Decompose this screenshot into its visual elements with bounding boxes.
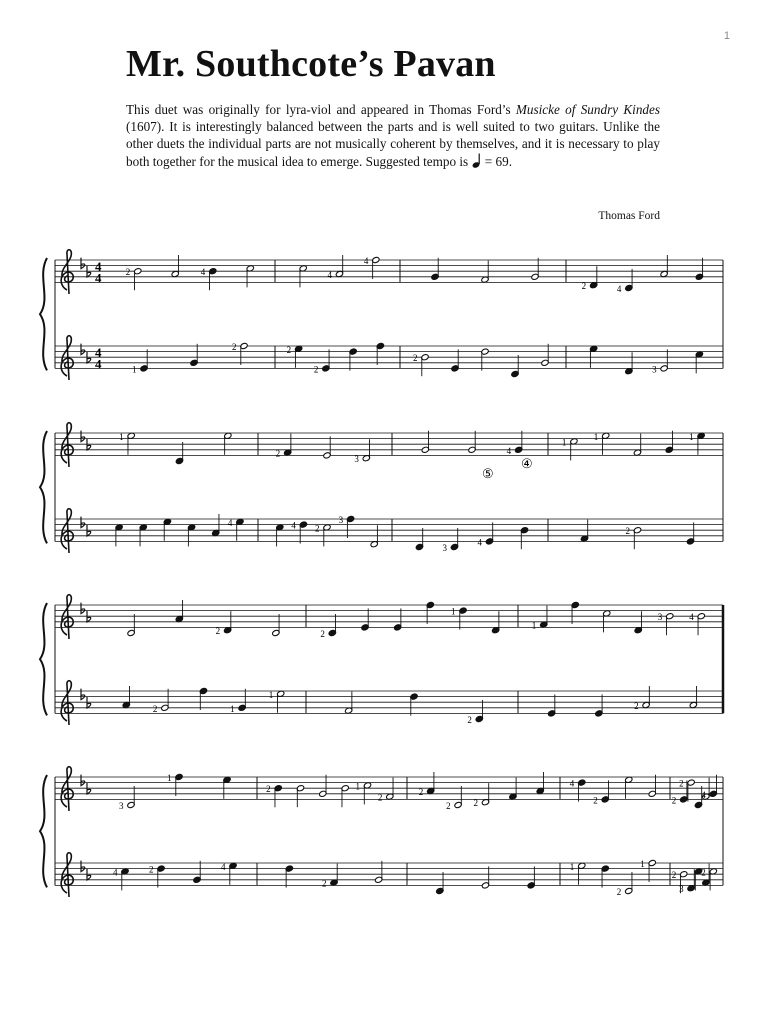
piece-title: Mr. Southcote’s Pavan (126, 43, 496, 85)
fingering-number: 2 (320, 629, 325, 639)
brace (40, 775, 47, 887)
fingering-number: 2 (473, 798, 478, 809)
treble-clef-icon (61, 767, 73, 811)
fingering-number: 3 (657, 612, 663, 623)
fingering-number: 4 (227, 517, 233, 528)
fingering-number: 4 (616, 284, 622, 294)
treble-clef-icon (61, 853, 73, 897)
fingering-number: 4 (477, 537, 482, 548)
page-number: 1 (723, 30, 730, 42)
fingering-number: 1 (451, 606, 456, 617)
fingering-number: 4 (221, 861, 226, 872)
fingering-number: 3 (652, 364, 657, 375)
fingering-number: 1 (132, 364, 137, 375)
flat-icon (81, 344, 85, 355)
fingering-number: 4 (569, 778, 575, 789)
fingering-number: 2 (634, 701, 639, 711)
composer-name: Thomas Ford (598, 210, 660, 222)
fingering-number: 2 (671, 795, 677, 806)
fingering-number: 2 (446, 801, 451, 811)
treble-clef-icon (61, 336, 73, 380)
fingering-number: 2 (152, 703, 158, 714)
fingering-number: 4 (113, 867, 118, 878)
treble-clef-icon (61, 423, 73, 467)
brace (40, 603, 47, 715)
flat-icon (81, 861, 85, 872)
fingering-number: 2 (581, 281, 587, 292)
flat-icon (81, 775, 85, 786)
string-number-annotation: ④ (521, 456, 533, 471)
fingering-number: 1 (531, 620, 537, 631)
fingering-number: 2 (616, 887, 622, 897)
fingering-number: 4 (291, 520, 296, 531)
fingering-number: 1 (640, 859, 645, 869)
tempo-value: = 69. (481, 153, 513, 169)
fingering-number: 2 (467, 715, 472, 725)
fingering-number: 4 (701, 789, 706, 800)
brace (40, 258, 47, 370)
flat-icon (81, 689, 85, 700)
fingering-number: 3 (679, 884, 684, 895)
fingering-number: 2 (413, 353, 418, 364)
fingering-number: 3 (119, 801, 124, 811)
fingering-number: 3 (354, 454, 359, 465)
fingering-number: 1 (569, 861, 575, 872)
fingering-number: 2 (315, 523, 320, 534)
time-signature-bottom: 4 (95, 270, 102, 286)
score-system (40, 767, 723, 897)
fingering-number: 4 (506, 445, 512, 456)
tempo-prefix: Suggested tempo is (365, 153, 472, 169)
string-number-annotation: ⑤ (482, 466, 494, 481)
intro-text-2: (1607). It is interestingly balanced between the parts and is well suited to two guitars. Unlike the other duets the individual parts are not musically coherent by themselves, and it is necessary to play both together for the musical idea to emerge. (126, 119, 660, 169)
fingering-number: 2 (313, 364, 319, 375)
time-signature-top: 4 (95, 259, 102, 274)
fingering-number: 2 (215, 626, 221, 637)
brace (40, 431, 47, 543)
treble-clef-icon (61, 509, 73, 553)
fingering-number: 2 (671, 870, 677, 881)
flat-icon (81, 431, 85, 442)
score-system (40, 423, 723, 553)
fingering-number: 2 (418, 787, 424, 797)
time-signature-top: 4 (95, 345, 102, 360)
fingering-number: 2 (679, 778, 684, 789)
flat-icon (81, 517, 85, 528)
fingering-number: 1 (230, 703, 235, 714)
fingering-number: 2 (286, 344, 292, 355)
score-system (40, 250, 723, 380)
fingering-number: 1 (689, 431, 694, 442)
fingering-number: 2 (275, 448, 281, 459)
fingering-number: 3 (338, 515, 344, 525)
fingering-number: 4 (327, 270, 332, 280)
fingering-number: 1 (268, 689, 274, 700)
fingering-number: 2 (377, 792, 383, 803)
time-signature-bottom: 4 (95, 356, 102, 372)
fingering-number: 3 (442, 543, 447, 553)
flat-icon (81, 603, 85, 614)
intro-work-title: Musicke of Sundry Kindes (515, 102, 661, 117)
fingering-number: 1 (119, 431, 124, 442)
fingering-number: 2 (266, 784, 271, 795)
fingering-number: 1 (167, 773, 172, 783)
fingering-number: 2 (232, 342, 237, 352)
fingering-number: 4 (689, 612, 694, 623)
score-system (40, 595, 723, 725)
treble-clef-icon (61, 250, 73, 294)
fingering-number: 2 (625, 526, 630, 537)
fingering-number: 1 (355, 781, 360, 792)
fingering-number: 1 (593, 431, 599, 442)
fingering-number: 4 (200, 267, 206, 278)
fingering-number: 2 (593, 795, 598, 806)
fingering-number: 2 (125, 267, 131, 278)
flat-icon (81, 258, 85, 269)
treble-clef-icon (61, 681, 73, 725)
fingering-number: 2 (149, 864, 154, 875)
fingering-number: 2 (701, 867, 706, 878)
treble-clef-icon (61, 595, 73, 639)
fingering-number: 1 (561, 437, 567, 448)
fingering-number: 4 (363, 256, 369, 266)
intro-text-1: This duet was originally for lyra-viol and appeared in Thomas Ford’s (126, 102, 516, 117)
fingering-number: 2 (322, 878, 327, 889)
